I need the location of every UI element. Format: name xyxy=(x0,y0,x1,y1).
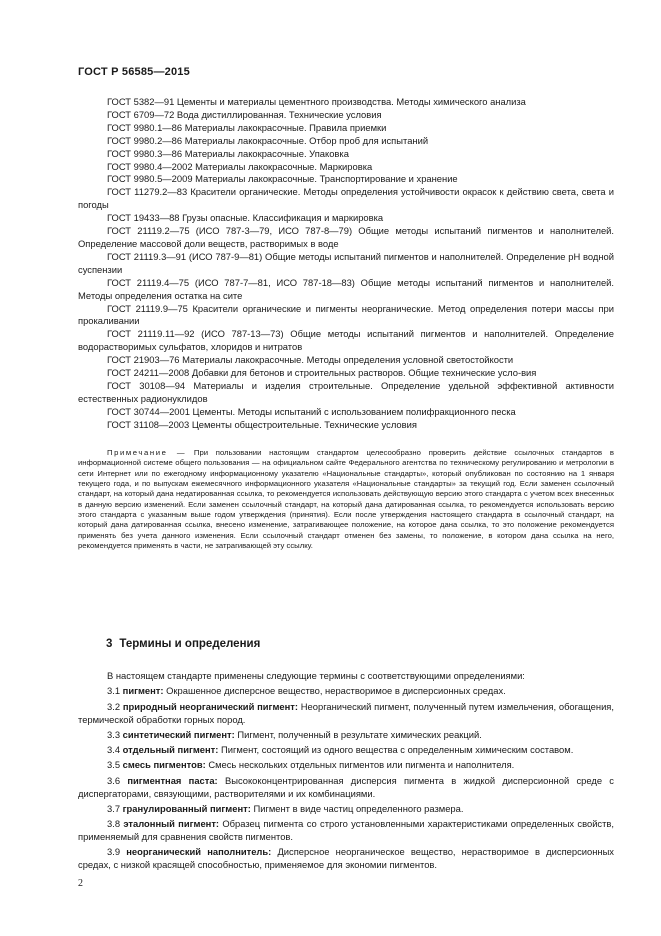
reference-item: ГОСТ 9980.2—86 Материалы лакокрасочные. Отбор проб для испытаний xyxy=(107,134,429,146)
reference-item: ГОСТ 19433—88 Грузы опасные. Классификация и маркировка xyxy=(107,212,384,224)
term-item xyxy=(78,818,614,844)
terms-list xyxy=(78,670,614,875)
reference-list xyxy=(78,96,614,432)
term-name: эталонный пигмент: xyxy=(123,818,220,830)
page-number: 2 xyxy=(78,878,83,889)
term-definition: Пигмент, состоящий из одного вещества с определенным химическим составом. xyxy=(221,744,574,756)
term-definition: Образец пигмента со строго установленными характеристиками определенных свойств, применяемый для сравнения свойств пигментов. xyxy=(78,818,615,843)
term-item xyxy=(78,729,614,742)
note-label: Примечание — xyxy=(107,448,187,457)
reference-item: ГОСТ 9980.1—86 Материалы лакокрасочные. Правила приемки xyxy=(107,121,387,133)
reference-item: ГОСТ 21119.3—91 (ИСО 787-9—81) Общие методы испытаний пигментов и наполнителей. Определение pH водной суспензии xyxy=(78,250,614,275)
term-item xyxy=(78,759,614,772)
reference-item: ГОСТ 21119.4—75 (ИСО 787-7—81, ИСО 787-18—83) Общие методы испытаний пигментов и наполнителей. Методы определения остатка на сите xyxy=(78,276,614,301)
reference-item: ГОСТ 9980.4—2002 Материалы лакокрасочные. Маркировка xyxy=(107,160,373,172)
term-number: 3.3 xyxy=(107,728,121,740)
term-item xyxy=(78,803,614,816)
term-definition: Пигмент, полученный в результате химических реакций. xyxy=(237,728,482,740)
section-heading xyxy=(106,638,260,650)
page-header: ГОСТ Р 56585—2015 xyxy=(78,66,190,78)
term-name: отдельный пигмент: xyxy=(122,744,219,756)
note-paragraph xyxy=(78,448,614,551)
reference-item: ГОСТ 9980.5—2009 Материалы лакокрасочные. Транспортирование и хранение xyxy=(107,173,458,185)
term-item xyxy=(78,744,614,757)
reference-item: ГОСТ 5382—91 Цементы и материалы цементного производства. Методы химического анализа xyxy=(107,96,526,107)
reference-item: ГОСТ 21119.2—75 (ИСО 787-3—79, ИСО 787-8—79) Общие методы испытаний пигментов и наполнителей. Определение массовой доли веществ, растворимых в воде xyxy=(78,225,614,249)
section-number: 3 xyxy=(106,638,113,650)
term-item xyxy=(78,775,614,801)
term-item xyxy=(78,846,614,872)
term-number: 3.7 xyxy=(107,802,121,814)
reference-item: ГОСТ 9980.3—86 Материалы лакокрасочные. Упаковка xyxy=(107,147,349,159)
note-text: При пользовании настоящим стандартом целесообразно проверить действие ссылочных стандартов в информационной системе общего пользования — на официальном сайте Федерального агентства по техническому регулированию и метрологии в сети Интернет или по ежегодному информационному указателю «Национальные стандарты», который опубликован по состоянию на 1 января текущего года, и по выпускам ежемесячного информационного указателя «Национальные стандарты» за текущий год. Если заменен ссылочный стандарт, на который дана недатированная ссылка, то рекомендуется использовать действующую версию этого стандарта с учетом всех внесенных в данную версию изменений. Если заменен ссылочный стандарт, на который дана датированная ссылка, то рекомендуется использовать версию этого стандарта с указанным выше годом утверждения (принятия). Если после утверждения настоящего стандарта в ссылочный стандарт, на который дана датированная ссылка, внесено изменение, затрагивающее положение, на которое дана ссылка, то это положение рекомендуется применять без учета данного изменения. Если ссылочный стандарт отменен без замены, то положение, в котором дана ссылка на него, рекомендуется применять в части, не затрагивающей эту ссылку. xyxy=(78,448,614,551)
reference-item: ГОСТ 11279.2—83 Красители органические. Методы определения устойчивости окрасок к действию света, света и погоды xyxy=(78,186,614,211)
reference-item: ГОСТ 6709—72 Вода дистиллированная. Технические условия xyxy=(107,108,382,120)
term-name: природный неорганический пигмент: xyxy=(122,700,298,712)
reference-item: ГОСТ 30744—2001 Цементы. Методы испытаний с использованием полифракционного песка xyxy=(107,405,516,417)
term-name: гранулированный пигмент: xyxy=(122,802,251,814)
reference-item: ГОСТ 21119.9—75 Красители органические и пигменты неорганические. Метод определения потери массы при прокаливании xyxy=(78,302,614,327)
term-item xyxy=(78,685,614,698)
term-definition: Смесь нескольких отдельных пигментов или пигмента и наполнителя. xyxy=(208,759,515,771)
terms-intro: В настоящем стандарте применены следующие термины с соответствующими определениями: xyxy=(107,670,525,681)
term-number: 3.9 xyxy=(107,846,121,858)
section-title: Термины и определения xyxy=(119,638,261,650)
term-definition: Окрашенное дисперсное вещество, нерастворимое в дисперсионных средах. xyxy=(166,685,506,697)
reference-item: ГОСТ 21119.11—92 (ИСО 787-13—73) Общие методы испытаний пигментов и наполнителей. Определение водорастворимых сульфатов, хлоридов и нитратов xyxy=(78,328,614,353)
term-name: неорганический наполнитель: xyxy=(126,846,272,858)
term-definition: Неорганический пигмент, полученный путем измельчения, обогащения, термической обработки горных пород. xyxy=(78,700,614,725)
term-number: 3.6 xyxy=(107,774,121,786)
term-definition: Высококонцентрированная дисперсия пигмента в жидкой дисперсионной среде с диспергаторами, связующими, растворителями и их комбинациями. xyxy=(78,774,614,799)
reference-item: ГОСТ 30108—94 Материалы и изделия строительные. Определение удельной эффективной активности естественных радионуклидов xyxy=(78,379,614,404)
term-number: 3.5 xyxy=(107,759,121,771)
term-name: смесь пигментов: xyxy=(122,759,206,771)
reference-item: ГОСТ 21903—76 Материалы лакокрасочные. Методы определения условной светостойкости xyxy=(107,354,514,366)
term-definition: Дисперсное неорганическое вещество, нерастворимое в дисперсионных средах, с низкой красящей способностью, применяемое для экономии пигментов. xyxy=(78,846,614,871)
term-name: синтетический пигмент: xyxy=(122,728,235,740)
term-name: пигментная паста: xyxy=(127,774,218,786)
term-number: 3.4 xyxy=(107,744,121,756)
term-number: 3.2 xyxy=(107,700,121,712)
term-item xyxy=(78,701,614,727)
term-number: 3.8 xyxy=(107,818,121,830)
reference-item: ГОСТ 24211—2008 Добавки для бетонов и строительных растворов. Общие технические усло-вия xyxy=(107,367,537,379)
term-name: пигмент: xyxy=(122,685,164,697)
reference-item: ГОСТ 31108—2003 Цементы общестроительные. Технические условия xyxy=(107,418,417,430)
term-number: 3.1 xyxy=(107,685,121,697)
term-definition: Пигмент в виде частиц определенного размера. xyxy=(253,802,464,814)
